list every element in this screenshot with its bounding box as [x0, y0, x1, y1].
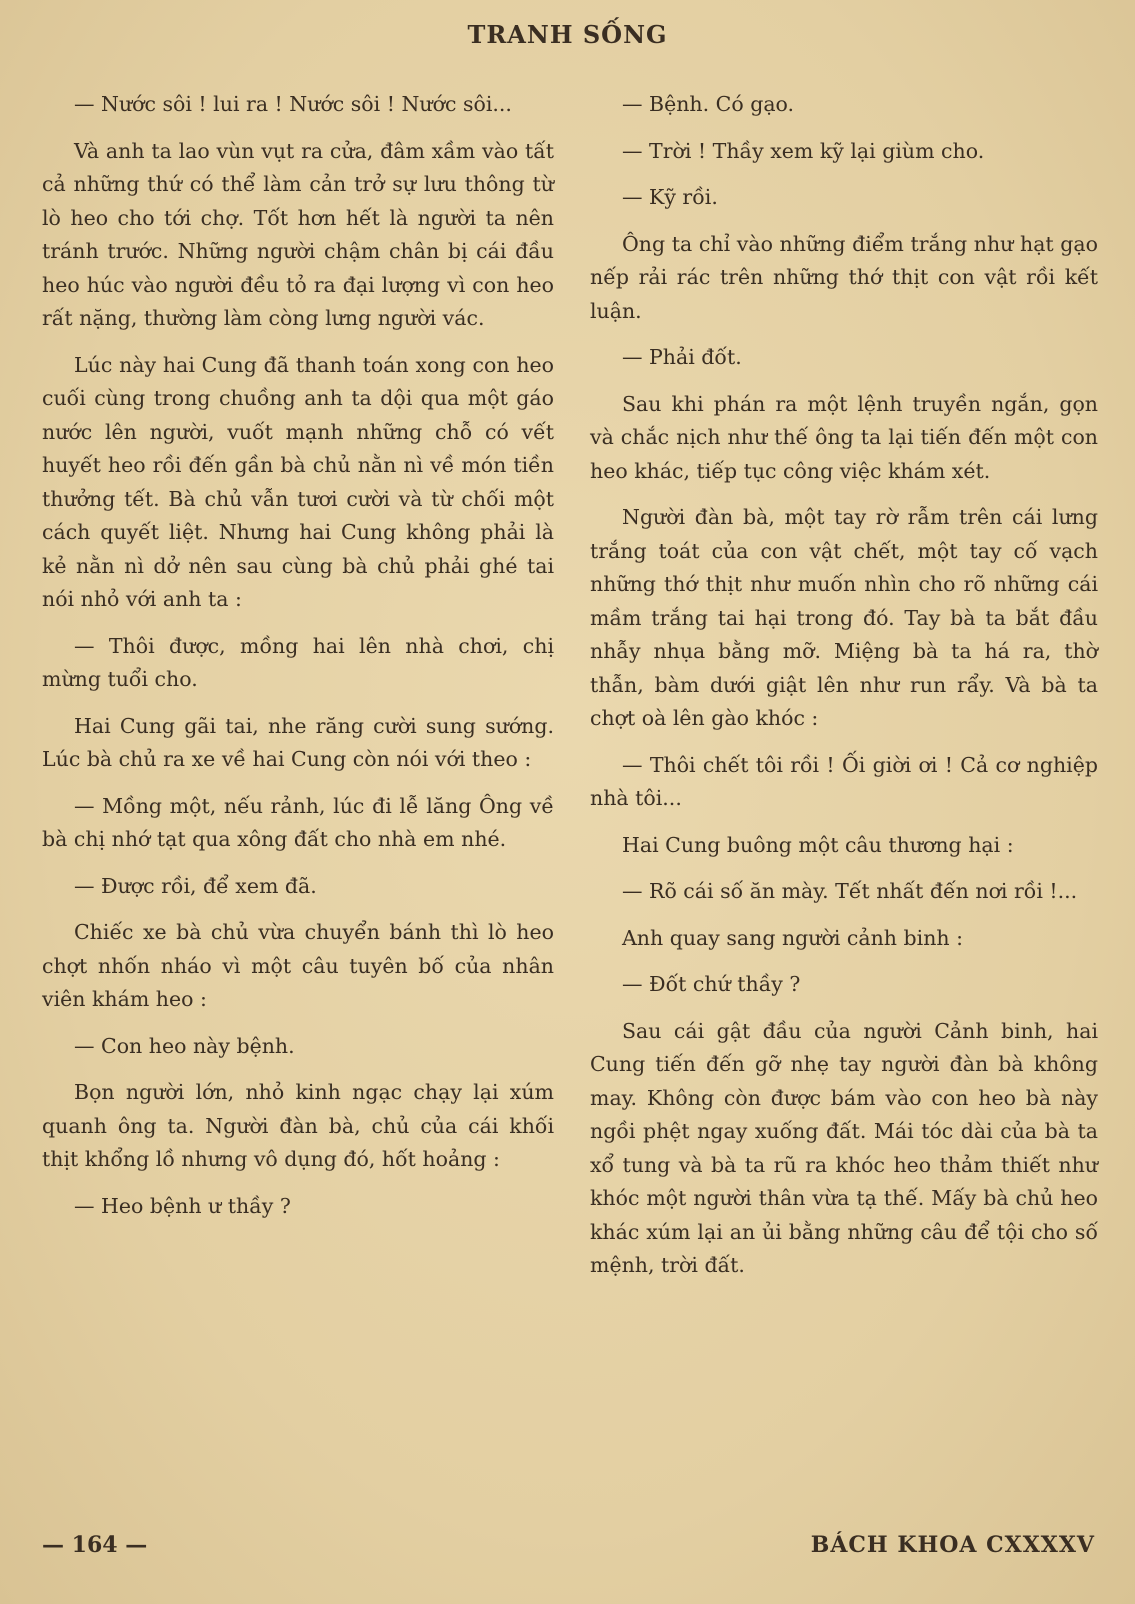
paragraph: — Heo bệnh ư thầy ? — [74, 1193, 291, 1218]
left-column — [42, 88, 554, 1236]
paragraph: — Thôi được, mồng hai lên nhà chơi, chị mừng tuổi cho. — [42, 633, 554, 691]
paragraph: Lúc này hai Cung đã thanh toán xong con heo cuối cùng trong chuồng anh ta dội qua một gáo nước lên người, vuốt mạnh những chỗ có vết huyết heo rồi đến gần bà chủ nằn nì về món tiền thưởng tết. Bà chủ vẫn tươi cười và từ chối một cách quyết liệt. Nhưng hai Cung không phải là kẻ nằn nì dở nên sau cùng bà chủ phải ghé tai nói nhỏ với anh ta : — [42, 352, 554, 611]
paragraph: — Được rồi, để xem đã. — [74, 873, 317, 898]
paragraph: Ông ta chỉ vào những điểm trắng như hạt gạo nếp rải rác trên những thớ thịt con vật rồi kết luận. — [590, 231, 1098, 323]
paragraph: — Trời ! Thầy xem kỹ lại giùm cho. — [622, 138, 985, 163]
paragraph: — Nước sôi ! lui ra ! Nước sôi ! Nước sôi... — [74, 92, 512, 116]
paragraph: — Con heo này bệnh. — [74, 1033, 295, 1058]
paragraph: Sau cái gật đầu của người Cảnh binh, hai Cung tiến đến gỡ nhẹ tay người đàn bà không may. Không còn được bám vào con heo bà này ngồi phệt ngay xuống đất. Mái tóc dài của bà ta xổ tung và bà ta rũ ra khóc heo thảm thiết như khóc một người thân vừa tạ thế. Mấy bà chủ heo khác xúm lại an ủi bằng những câu để tội cho số mệnh, trời đất. — [590, 1018, 1098, 1277]
paragraph: Chiếc xe bà chủ vừa chuyển bánh thì lò heo chợt nhốn nháo vì một câu tuyên bố của nhân viên khám heo : — [42, 920, 554, 1011]
paragraph: — Mồng một, nếu rảnh, lúc đi lễ lăng Ông về bà chị nhớ tạt qua xông đất cho nhà em nhé. — [42, 793, 554, 851]
paragraph: — Thôi chết tôi rồi ! Ối giời ơi ! Cả cơ nghiệp nhà tôi... — [590, 752, 1098, 810]
page-title: TRANH SỐNG — [467, 20, 668, 49]
paragraph: Anh quay sang người cảnh binh : — [622, 925, 964, 950]
paragraph: Sau khi phán ra một lệnh truyền ngắn, gọn và chắc nịch như thế ông ta lại tiến đến một con heo khác, tiếp tục công việc khám xét. — [590, 391, 1098, 483]
right-column — [590, 88, 1098, 1296]
paragraph: Hai Cung gãi tai, nhe răng cười sung sướng. Lúc bà chủ ra xe về hai Cung còn nói với theo : — [42, 713, 554, 771]
paragraph: — Rõ cái số ăn mày. Tết nhất đến nơi rồi !... — [622, 879, 1078, 903]
paragraph: — Kỹ rồi. — [622, 185, 718, 209]
paragraph: Bọn người lớn, nhỏ kinh ngạc chạy lại xúm quanh ông ta. Người đàn bà, chủ của cái khối thịt khổng lồ nhưng vô dụng đó, hốt hoảng : — [42, 1080, 554, 1171]
paragraph: Hai Cung buông một câu thương hại : — [622, 832, 1014, 857]
paragraph: Người đàn bà, một tay rờ rẫm trên cái lưng trắng toát của con vật chết, một tay cố vạch những thớ thịt như muốn nhìn cho rõ những cái mầm trắng tai hại trong đó. Tay bà ta bắt đầu nhẫy nhụa bằng mỡ. Miệng bà ta há ra, thờ thẫn, bàm dưới giật lên như run rẩy. Và bà ta chợt oà lên gào khóc : — [590, 505, 1098, 730]
magazine-name: BÁCH KHOA CXXXXV — [810, 1532, 1095, 1558]
paragraph: — Đốt chứ thầy ? — [622, 972, 801, 996]
paragraph: Và anh ta lao vùn vụt ra cửa, đâm xầm vào tất cả những thứ có thể làm cản trở sự lưu thông từ lò heo cho tới chợ. Tốt hơn hết là người ta nên tránh trước. Những người chậm chân bị cái đầu heo húc vào người đều tỏ ra đại lượng vì con heo rất nặng, thường làm còng lưng người vác. — [42, 138, 554, 330]
paragraph: — Phải đốt. — [622, 345, 742, 369]
paragraph: — Bệnh. Có gạo. — [622, 92, 795, 116]
page-number: — 164 — — [42, 1532, 148, 1558]
footer — [42, 1532, 1095, 1572]
